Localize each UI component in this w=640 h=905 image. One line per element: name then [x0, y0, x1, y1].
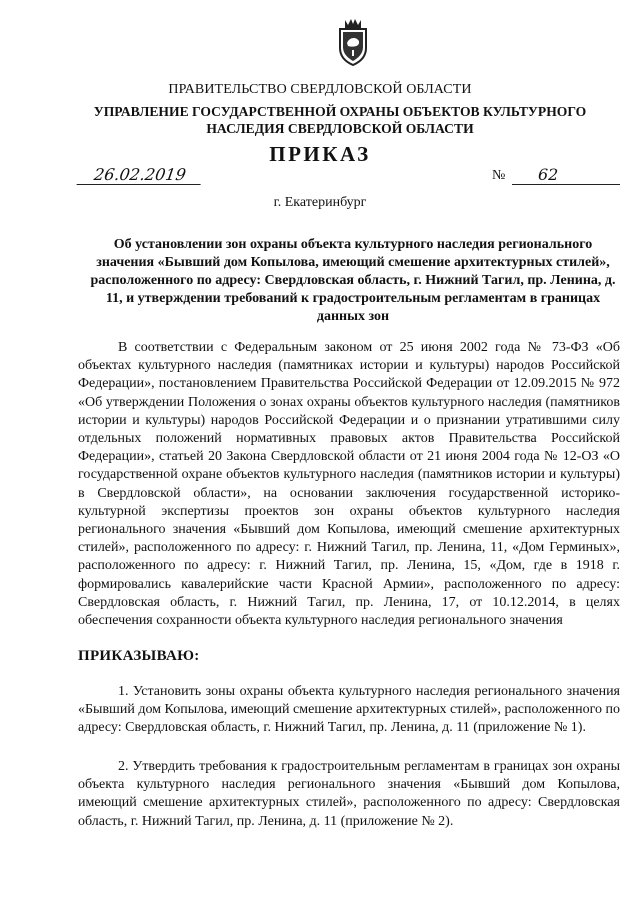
preamble-paragraph: В соответствии с Федеральным законом от 25 июня 2002 года № 73-ФЗ «Об объектах культурного наследия (памятниках истории и культуры) народов Российской Федерации», постановлением Правительства Российской Федерации от 12.09.2015 № 972 «Об утверждении Положения о зонах охраны объектов культурного наследия (памятников истории и культуры) народов Российской Федерации и о признании утратившими силу отдельных положений нормативных правовых актов Правительства Российской Федерации», статьей 20 Закона Свердловской области от 21 июня 2004 года № 12-ОЗ «О государственной охране объектов культурного наследия (памятников истории и культуры) в Свердловской области», на основании заключения государственной историко-культурной экспертизы проектов зон охраны объектов культурного наследия регионального значения «Бывший дом Копылова, имеющий смешение архитектурных стилей», расположенного по адресу: г. Нижний Тагил, пр. Ленина, 11, «Дом Герминых», расположенного по адресу: г. Нижний Тагил, пр. Ленина, 15, «Дом, где в 1918 г. формировались кавалерийские части Красной Армии», расположенного по адресу: Свердловская область, г. Нижний Тагил, пр. Ленина, 17, от 10.12.2014, в целях обеспечения сохранности объекта культурного наследия регионального значения: [78, 340, 620, 629]
order-number: 62: [512, 164, 620, 185]
order-date: 26.02.2019: [77, 164, 204, 185]
government-name: ПРАВИТЕЛЬСТВО СВЕРДЛОВСКОЙ ОБЛАСТИ: [168, 82, 472, 97]
order-subject: Об установлении зон охраны объекта культурного наследия регионального значения «Бывший дом Копылова, имеющий смешение архитектурных стилей», расположенного по адресу: Свердловская область, г. Нижний Тагил, пр. Ленина, д. 11, и утверждении требований к градостроительным регламентам в границах данных зон: [90, 237, 616, 324]
city: г. Екатеринбург: [273, 195, 367, 210]
department-name: УПРАВЛЕНИЕ ГОСУДАРСТВЕННОЙ ОХРАНЫ ОБЪЕКТОВ КУЛЬТУРНОГО НАСЛЕДИЯ СВЕРДЛОВСКОЙ ОБЛАСТИ: [93, 104, 587, 136]
order-item-1: 1. Установить зоны охраны объекта культурного наследия регионального значения «Бывший дом Копылова, имеющий смешение архитектурных стилей», расположенного по адресу: Свердловская область, г. Нижний Тагил, пр. Ленина, д. 11 (приложение № 1).: [78, 684, 620, 736]
order-number-label: №: [492, 168, 506, 183]
order-item-2: 2. Утвердить требования к градостроительным регламентам в границах зон охраны объекта культурного наследия регионального значения «Бывший дом Копылова, имеющий смешение архитектурных стилей», расположенного по адресу: Свердловская область, г. Нижний Тагил, пр. Ленина, д. 11 (приложение № 2).: [78, 759, 620, 829]
document-type: ПРИКАЗ: [269, 142, 371, 166]
orders-heading: ПРИКАЗЫВАЮ:: [78, 648, 200, 664]
coat-of-arms-icon: [336, 16, 370, 66]
